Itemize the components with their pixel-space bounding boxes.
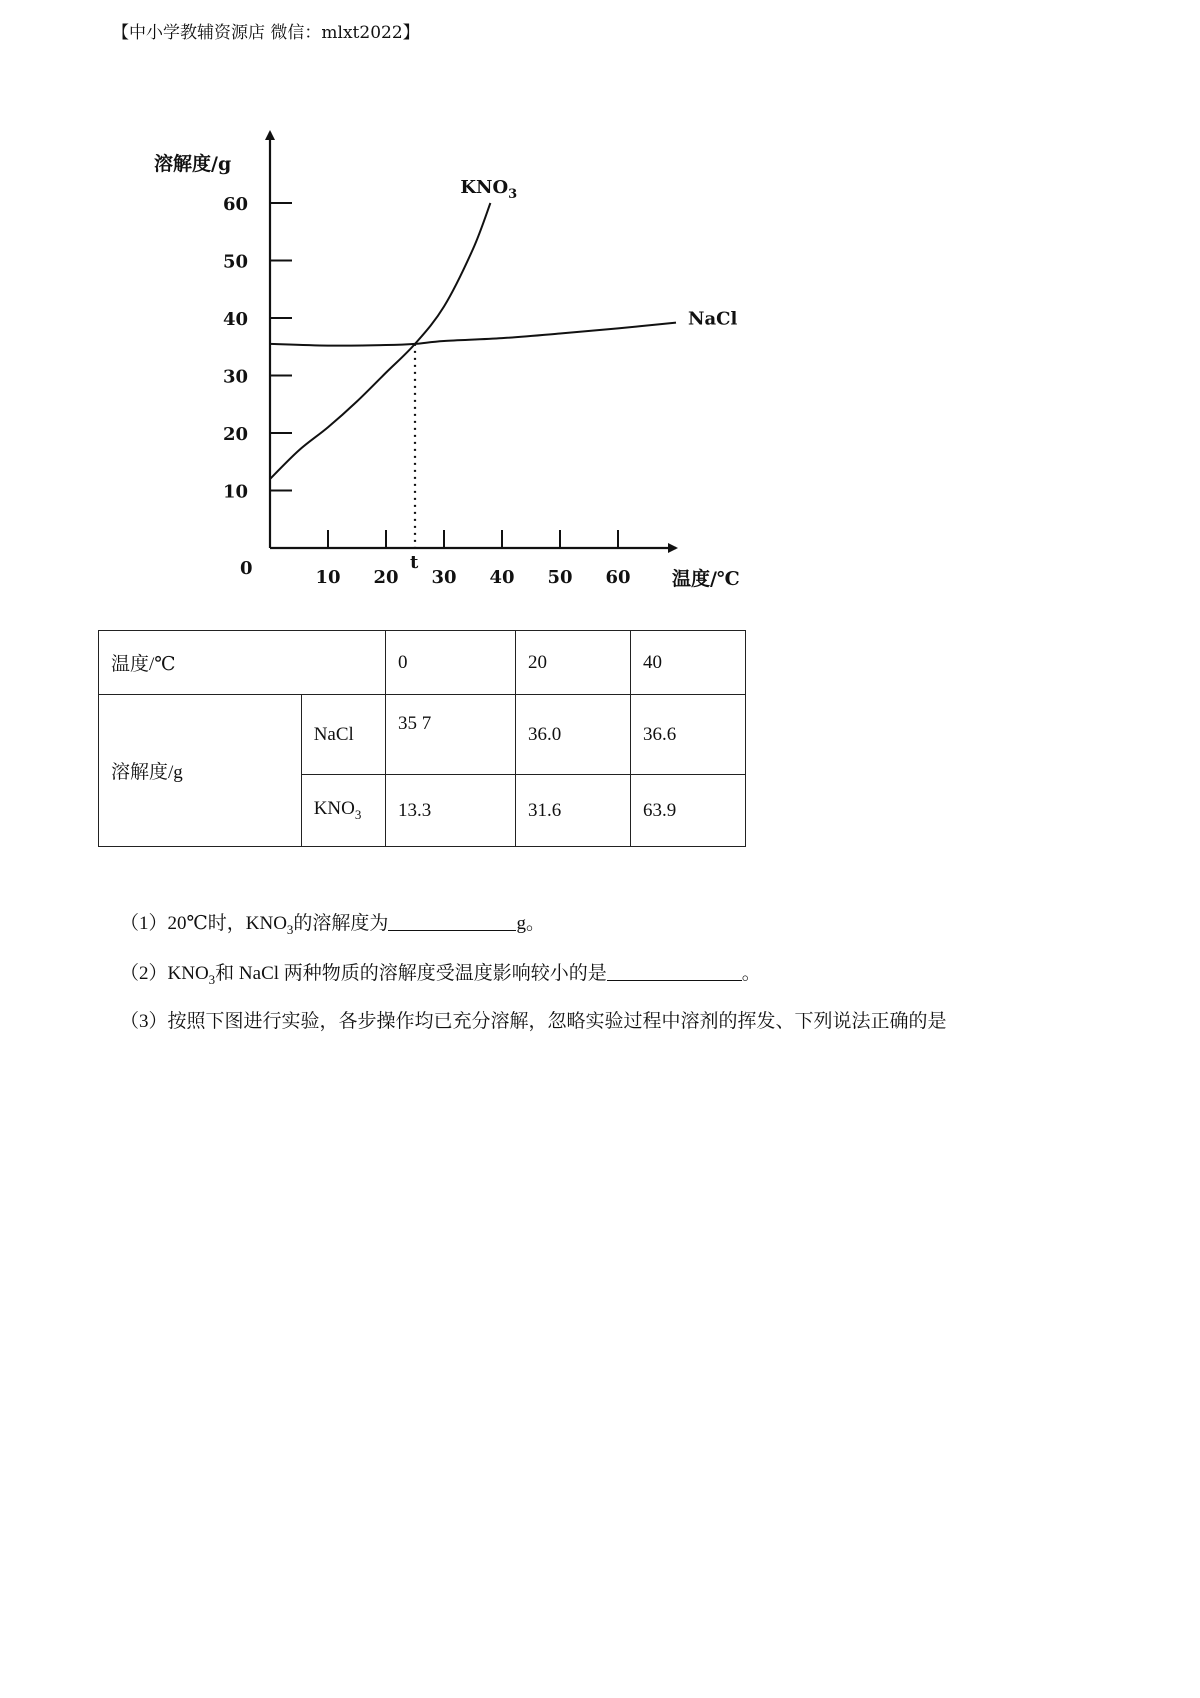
kno3-series-label: $KNO_3$ [460, 177, 518, 202]
y-axis-label: 溶解度/g [154, 153, 232, 175]
temperature-header: 温度/℃ [99, 631, 386, 695]
table-cell: NaCl [301, 695, 385, 775]
answer-blank[interactable] [607, 964, 742, 981]
solubility-chart [0, 0, 800, 600]
table-row [99, 631, 746, 695]
table-cell: 36.6 [631, 695, 746, 775]
x-tick-label: 40 [489, 567, 515, 588]
x-tick-label: 10 [315, 567, 341, 588]
question-1: （1）20℃时，$KNO_3$的溶解度为 g。 [120, 913, 545, 937]
table-cell: 40 [631, 631, 746, 695]
x-tick-label: 20 [373, 567, 399, 588]
y-tick-label: 30 [223, 366, 249, 388]
x-axis-label: 温度/℃ [672, 568, 740, 590]
x-tick-label: 30 [431, 567, 457, 588]
table-cell: 20 [516, 631, 631, 695]
table-cell: 35 7 [386, 695, 516, 775]
x-tick-label: 50 [547, 567, 573, 588]
y-tick-label: 60 [223, 194, 249, 215]
table-row [99, 695, 746, 775]
table-cell: $KNO_3$ [301, 775, 385, 847]
solubility-header: 溶解度/g [99, 695, 302, 847]
table-cell: 63.9 [631, 775, 746, 847]
table-cell: 31.6 [516, 775, 631, 847]
nacl-curve [270, 323, 676, 346]
answer-blank[interactable] [388, 914, 516, 931]
table-cell: 13.3 [386, 775, 516, 847]
solubility-table [98, 630, 746, 847]
origin-label: 0 [240, 558, 253, 579]
y-tick-label: 10 [223, 481, 249, 503]
table-cell: 36.0 [516, 695, 631, 775]
y-tick-label: 40 [223, 309, 249, 330]
intersection-label: t [410, 552, 419, 573]
x-tick-label: 60 [605, 567, 631, 588]
page-header: 【中小学教辅资源店 微信：mlxt2022】 [112, 23, 420, 43]
question-3: （3）按照下图进行实验，各步操作均已充分溶解，忽略实验过程中溶剂的挥发、下列说法正确的是 [120, 1011, 947, 1032]
table-cell: 0 [386, 631, 516, 695]
nacl-series-label: NaCl [688, 308, 738, 330]
y-tick-label: 50 [223, 251, 249, 273]
y-tick-label: 20 [223, 424, 249, 445]
question-2: $(2)KNO_3$和 NaCl 两种物质的溶解度受温度影响较小的是 。 [120, 963, 761, 987]
